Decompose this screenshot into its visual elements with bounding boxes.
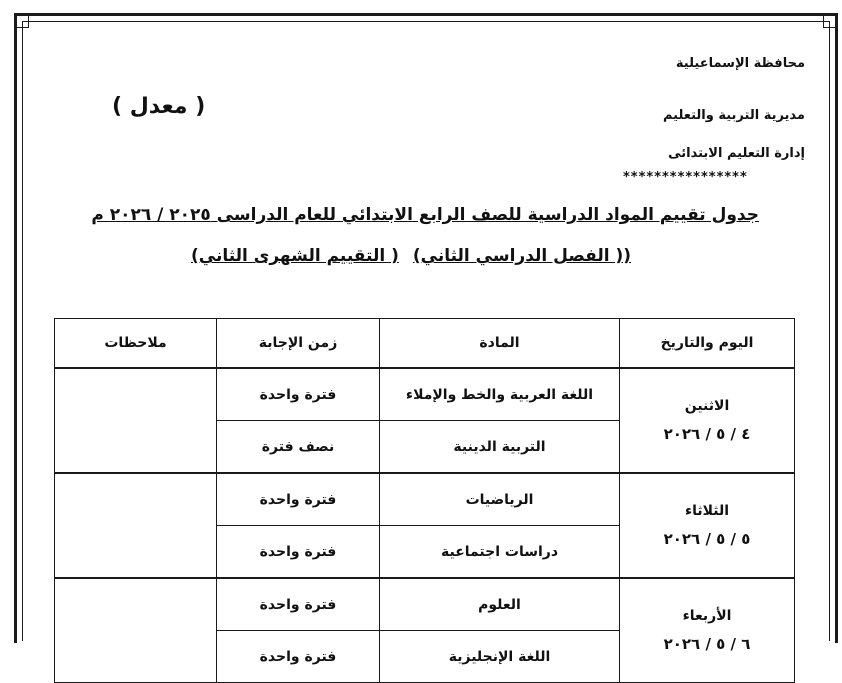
administration-label: إدارة التعليم الابتدائى: [668, 146, 805, 161]
semester-label: (( الفصل الدراسي الثاني): [412, 246, 631, 266]
day-name: الاثنين: [684, 397, 730, 414]
header-subject: المادة: [380, 319, 620, 369]
subject-cell: العلوم: [380, 578, 620, 631]
duration-cell: فترة واحدة: [217, 368, 380, 421]
subject-cell: اللغة العربية والخط والإملاء: [380, 368, 620, 421]
header-day-date: اليوم والتاريخ: [620, 319, 795, 369]
day-name: الثلاثاء: [684, 502, 730, 519]
table-row: [55, 578, 795, 631]
notes-cell: [55, 473, 217, 578]
table-header-row: [55, 319, 795, 369]
subject-cell: اللغة الإنجليزية: [380, 631, 620, 683]
duration-cell: فترة واحدة: [217, 473, 380, 526]
governorate-label: محافظة الإسماعيلية: [675, 56, 805, 71]
notes-cell: [55, 368, 217, 473]
border-corner-right: [823, 13, 838, 28]
day-cell: [620, 473, 795, 578]
day-cell: [620, 578, 795, 683]
subject-cell: الرياضيات: [380, 473, 620, 526]
document-title: جدول تقييم المواد الدراسية للصف الرابع الابتدائي للعام الدراسى ٢٠٢٥ / ٢٠٢٦ م: [91, 205, 759, 225]
header-notes: ملاحظات: [55, 319, 217, 369]
duration-cell: فترة واحدة: [217, 578, 380, 631]
table-row: [55, 473, 795, 526]
notes-cell: [55, 578, 217, 683]
modified-tag: ( معدل ): [112, 94, 206, 119]
subject-cell: دراسات اجتماعية: [380, 526, 620, 579]
day-date: ٦ / ٥ / ٢٠٢٦: [663, 634, 751, 653]
table-row: [55, 368, 795, 421]
header-duration: زمن الإجابة: [217, 319, 380, 369]
day-name: الأربعاء: [682, 607, 732, 624]
duration-cell: فترة واحدة: [217, 631, 380, 683]
duration-cell: فترة واحدة: [217, 526, 380, 579]
duration-cell: نصف فترة: [217, 421, 380, 474]
assessment-label: ( التقييم الشهرى الثاني): [190, 246, 399, 266]
day-cell: [620, 368, 795, 473]
border-corner-left: [14, 13, 29, 28]
document-subtitle: [177, 246, 631, 266]
day-date: ٤ / ٥ / ٢٠٢٦: [663, 424, 751, 443]
schedule-table: [54, 318, 795, 683]
day-date: ٥ / ٥ / ٢٠٢٦: [663, 529, 751, 548]
separator-stars: ****************: [623, 170, 748, 185]
subject-cell: التربية الدينية: [380, 421, 620, 474]
directorate-label: مديرية التربية والتعليم: [662, 108, 805, 123]
